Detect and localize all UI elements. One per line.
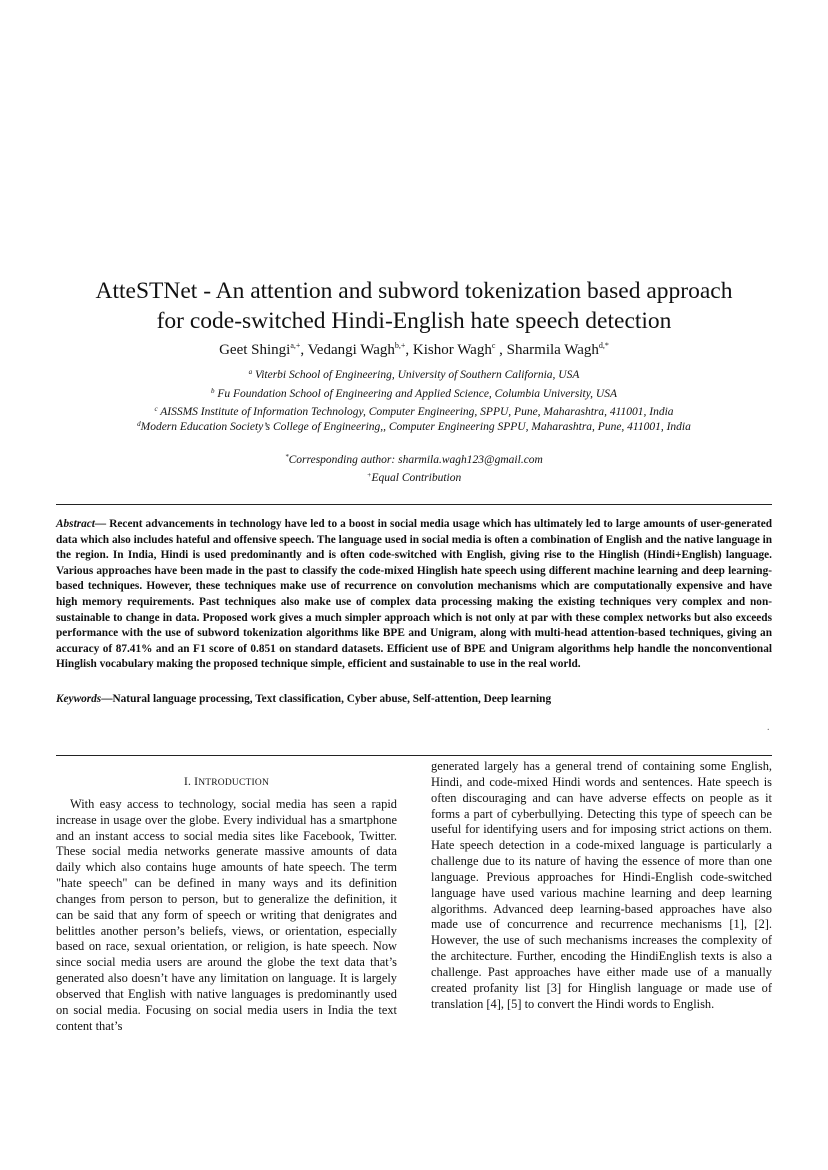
author-list: Geet Shingi$^{a,+}$, Vedangi Wagh$^{b,+}$, Kishor Wagh$^c$ , Sharmila Wagh$^{d,*}$: [219, 341, 609, 358]
corresponding-text: Corresponding author: sharmila.wagh123@gmail.com: [288, 454, 543, 466]
author-name: Sharmila Wagh: [506, 342, 599, 358]
affiliation-text: Modern Education Society’s College of Engineering,, Computer Engineering SPPU, Maharashtra, Pune, 411001, India: [140, 421, 691, 433]
author-name: Vedangi Wagh: [307, 342, 395, 358]
affiliation-sup: c: [154, 405, 158, 413]
author-sup: a,+: [290, 341, 301, 350]
equal-contribution: [40, 471, 788, 484]
affiliation-text: Viterbi School of Engineering, University of Southern California, USA: [255, 369, 580, 381]
section-title-rest: NTRODUCTION: [198, 778, 270, 788]
affiliation: [40, 368, 788, 381]
keywords: [56, 693, 772, 705]
abstract: [56, 517, 772, 673]
keywords-text: —Natural language processing, Text classification, Cyber abuse, Self-attention, Deep learning: [101, 693, 552, 705]
affiliation-text: AISSMS Institute of Information Technology, Computer Engineering, SPPU, Pune, Maharashtra, 411001, India: [160, 406, 674, 418]
abstract-text: Recent advancements in technology have led to a boost in social media usage which has ultimately led to large amounts of user-generated data which also includes hateful and offensive speech. The language used in social media is often a combination of English and the native language in the region. In India, Hindi is used predominantly and is often code-switched with English, giving rise to the Hinglish (Hindi+English) language. Various approaches have been made in the past to classify the code-mixed Hinglish hate speech using different machine learning and deep learning-based techniques. However, these techniques make use of recurrence on convolution mechanisms which are computationally expensive and have high memory requirements. Past techniques also make use of complex data processing making the existing techniques very complex and non-sustainable to change in data. Proposed work gives a much simpler approach which is not only at par with these complex networks but also exceeds performance with the use of subword tokenization algorithms like BPE and Unigram, along with multi-head attention-based techniques, giving an accuracy of 87.41% and an F1 score of 0.851 on standard datasets. Efficient use of BPE and Unigram algorithms help handle the nonconventional Hinglish vocabulary making the proposed technique simple, efficient and sustainable to use in the real world.: [56, 518, 772, 671]
intro-paragraph-right: generated largely has a general trend of containing some English, Hindi, and code-mixed Hindi words and sentences. Hate speech is often discouraging and can have adverse effects on people as it forms a part of cyberbullying. Detecting this type of speech can be useful for identifying users and for imposing strict actions on them. Hate speech detection in a code-mixed language is particularly a challenge due to its nature of having the essence of more than one language. Previous approaches for Hindi-English code-switched language have used various machine learning and deep learning algorithms. Advanced deep learning-based approaches have also made use of concurrence and recurrence mechanisms [1], [2]. However, the use of such mechanisms increases the complexity of the architecture. Further, encoding the HindiEnglish texts is also a challenge. Past approaches have either made use of a manually created profanity list [3] for Hinglish language or made use of translation [4], [5] to convert the Hindi words to English.: [431, 759, 772, 1011]
author-sup: d,*: [598, 341, 609, 350]
section-number: I.: [183, 776, 192, 788]
top-rule: [56, 504, 772, 505]
abstract-lead: Abstract—: [56, 518, 107, 530]
affiliation: [40, 420, 788, 433]
equal-text: Equal Contribution: [371, 472, 462, 484]
right-column: [431, 759, 772, 1013]
paper-title: [40, 276, 788, 336]
affiliation: [40, 387, 788, 400]
author-name: Kishor Wagh: [412, 342, 492, 358]
affiliation-sup: b: [210, 387, 215, 395]
affiliation-sup: a: [248, 368, 253, 376]
author-sup: c: [491, 341, 496, 350]
affiliation: [40, 405, 788, 418]
keywords-lead: Keywords: [56, 693, 102, 705]
left-column: [56, 759, 397, 1035]
stray-mark: .: [767, 722, 770, 733]
title-line-2: for code-switched Hindi-English hate speech detection: [156, 308, 672, 334]
corresponding-sup: *: [285, 453, 289, 461]
title-line-1: AtteSTNet - An attention and subword tokenization based approach: [95, 278, 733, 304]
author-sup: b,+: [394, 341, 406, 350]
intro-paragraph-left: With easy access to technology, social media has seen a rapid increase in usage over the globe. Every individual has a smartphone and an instant access to social media sites like Facebook, Twitter. These social media networks generate massive amounts of data daily which also contains huge amounts of hate speech. The term "hate speech" can be defined in many ways and its definition changes from person to person, but to generalize the definition, it can be said that any form of speech or writing that denigrates and belittles another person’s beliefs, views, or orientation, especially based on race, sexual orientation, or religion, is hate speech. Now since social media users are around the globe the text data that’s generated also doesn’t have any limitation on language. It is largely observed that English with native languages is predominantly used on social media. Focusing on social media users in India the text content that’s: [56, 796, 397, 1033]
corresponding-author: [40, 453, 788, 466]
equal-sup: +: [366, 471, 372, 479]
section-initial: I: [194, 776, 199, 788]
affiliation-text: Fu Foundation School of Engineering and Applied Science, Columbia University, USA: [217, 388, 618, 400]
author-name: Geet Shingi: [219, 342, 291, 358]
bottom-rule: [56, 755, 772, 756]
section-heading: [56, 775, 397, 792]
affiliation-sup: d: [137, 420, 141, 428]
